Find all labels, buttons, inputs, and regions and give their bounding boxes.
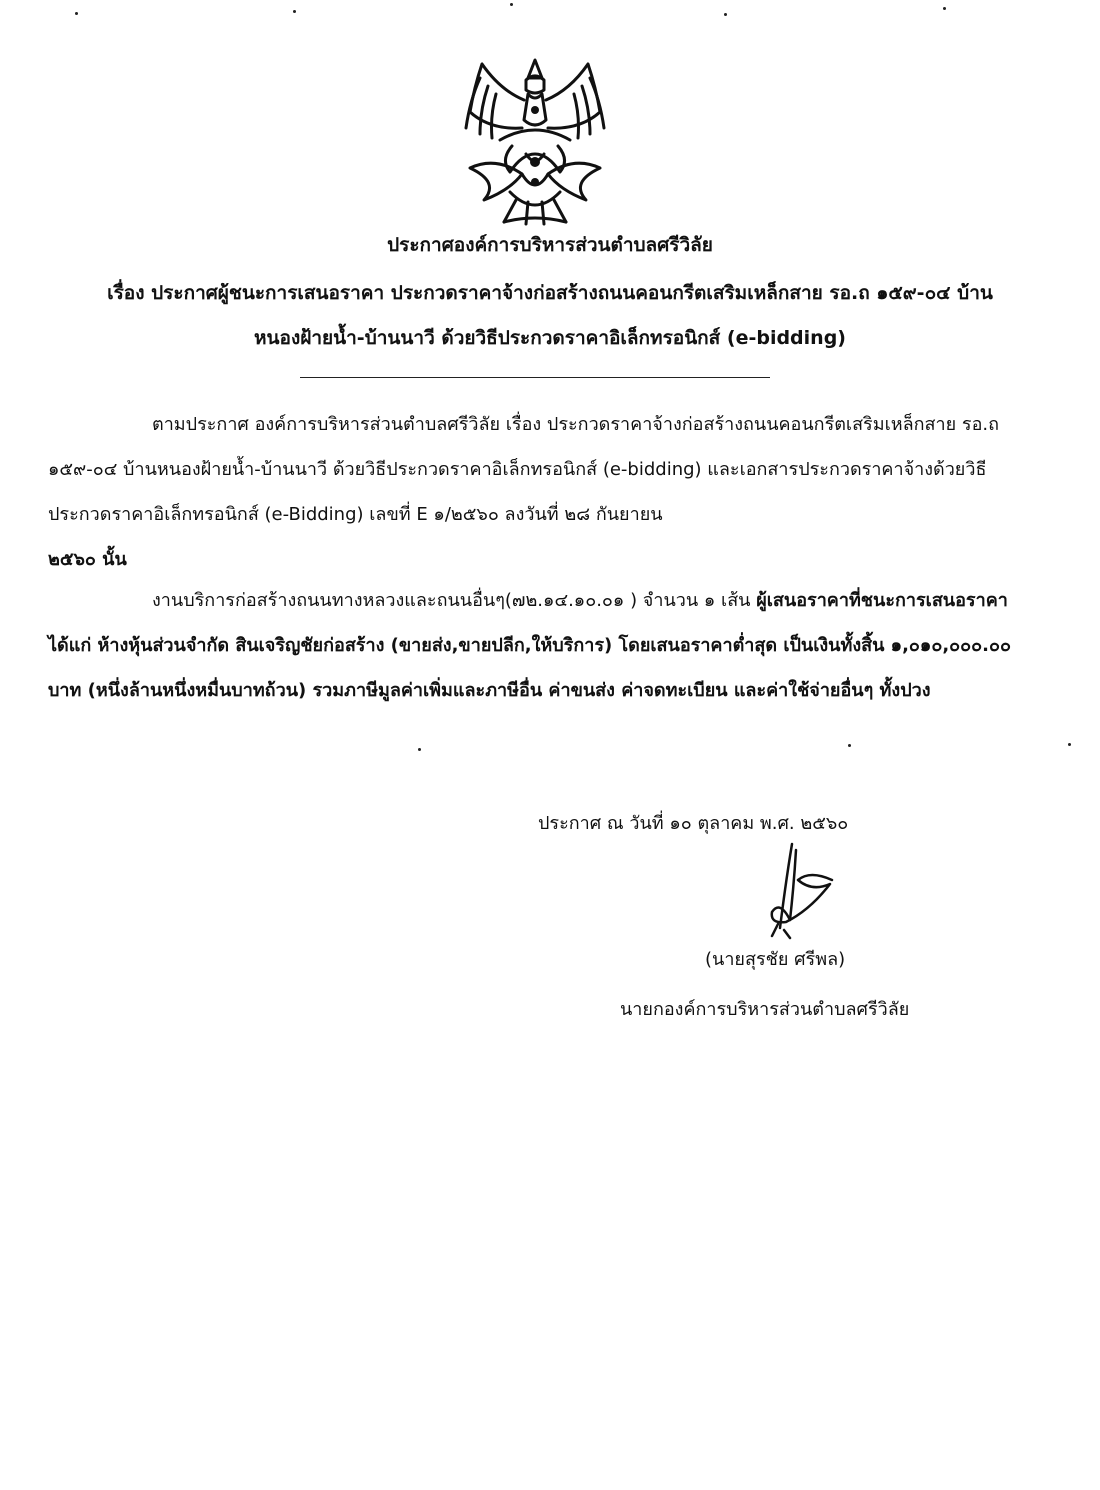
signer-title: นายกองค์การบริหารส่วนตำบลศรีวิลัย: [620, 999, 910, 1020]
signature-icon: [750, 840, 860, 940]
document-subject-line1: เรื่อง ประกาศผู้ชนะการเสนอราคา ประกวดราคาจ้างก่อสร้างถนนคอนกรีตเสริมเหล็กสาย รอ.ถ ๑๕๙-๐๔ บ้าน: [107, 282, 993, 304]
divider: [300, 377, 770, 378]
document-subject-line2: หนองฝ้ายน้ำ-บ้านนาวี ด้วยวิธีประกวดราคาอิเล็กทรอนิกส์ (e-bidding): [254, 327, 846, 349]
paragraph-winner-service: งานบริการก่อสร้างถนนทางหลวงและถนนอื่นๆ(๗๒.๑๔.๑๐.๐๑ ) จำนวน ๑ เส้น: [152, 590, 757, 611]
document-title: ประกาศองค์การบริหารส่วนตำบลศรีวิลัย: [387, 234, 713, 256]
scan-speck: [75, 12, 78, 15]
paragraph-reference-end: ๒๕๖๐ นั้น: [48, 549, 127, 570]
paragraph-winner-details: ผู้เสนอราคาที่ชนะการเสนอราคา ได้แก่ ห้างหุ้นส่วนจำกัด สินเจริญชัยก่อสร้าง (ขายส่ง,ขายปลีก,ให้บริการ) โดยเสนอราคาต่ำสุด เป็นเงินทั้งสิ้น ๑,๐๑๐,๐๐๐.๐๐ บาท (หนึ่งล้านหนึ่งหมื่นบาทถ้วน) รวมภาษีมูลค่าเพิ่มและภาษีอื่น ค่าขนส่ง ค่าจดทะเบียน และค่าใช้จ่ายอื่นๆ ทั้งปวง: [48, 590, 1011, 701]
scan-speck: [848, 744, 851, 747]
garuda-emblem-icon: [440, 50, 630, 230]
scan-speck: [510, 3, 513, 6]
paragraph-reference: [48, 402, 1036, 582]
signer-name: (นายสุรชัย ศรีพล): [705, 949, 846, 970]
scan-speck: [724, 13, 727, 16]
scan-speck: [943, 7, 946, 10]
scan-speck: [293, 10, 296, 13]
paragraph-winner: [48, 578, 1036, 713]
announcement-date: ประกาศ ณ วันที่ ๑๐ ตุลาคม พ.ศ. ๒๕๖๐: [538, 813, 849, 834]
paragraph-reference-text: ตามประกาศ องค์การบริหารส่วนตำบลศรีวิลัย เรื่อง ประกวดราคาจ้างก่อสร้างถนนคอนกรีตเสริมเหล็กสาย รอ.ถ ๑๕๙-๐๔ บ้านหนองฝ้ายน้ำ-บ้านนาวี ด้วยวิธีประกวดราคาอิเล็กทรอนิกส์ (e-bidding) และเอกสารประกวดราคาจ้างด้วยวิธีประกวดราคาอิเล็กทรอนิกส์ (e-Bidding) เลขที่ E ๑/๒๕๖๐ ลงวันที่ ๒๘ กันยายน: [48, 414, 1000, 525]
scan-speck: [1068, 743, 1071, 746]
scan-speck: [418, 748, 421, 751]
